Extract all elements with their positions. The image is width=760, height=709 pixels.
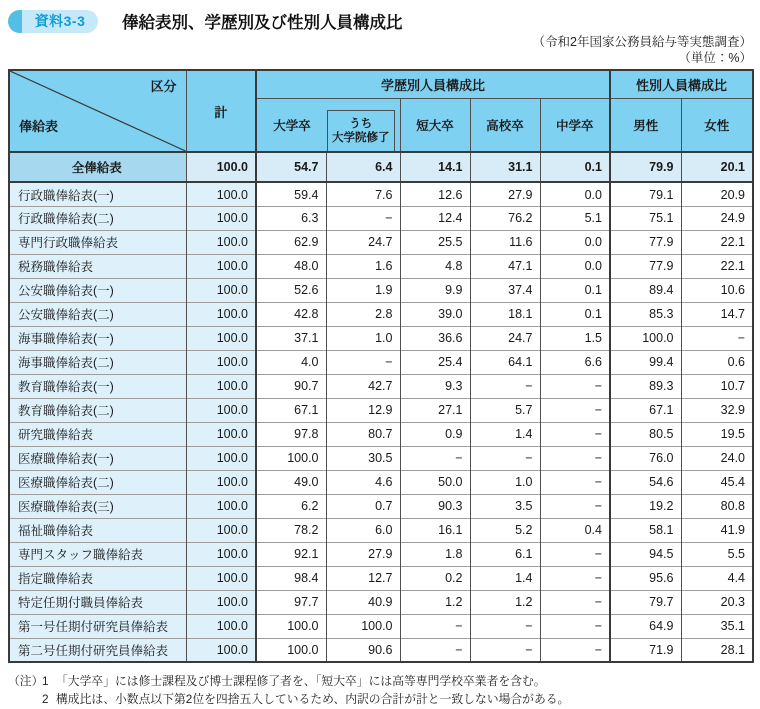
row-label: 公安職俸給表(一) [9,278,186,302]
cell-value: 95.6 [610,566,681,590]
cell-value: 12.7 [326,566,400,590]
corner-cell [9,70,186,152]
cell-value: 0.2 [400,566,470,590]
cell-value: − [326,350,400,374]
graduate-label-line1: うち [349,117,373,130]
cell-value: 49.0 [256,470,326,494]
cell-value: 27.1 [400,398,470,422]
note-number: 1 [42,674,49,689]
table-row [9,542,753,566]
cell-value: 1.5 [540,326,610,350]
table-row [9,302,753,326]
cell-value: 100.0 [256,446,326,470]
cell-value: − [540,398,610,422]
cell-value: 99.4 [610,350,681,374]
row-label: 全俸給表 [9,152,186,182]
cell-value: 4.4 [681,566,753,590]
table-row [9,230,753,254]
cell-value: 92.1 [256,542,326,566]
cell-value: 11.6 [470,230,540,254]
cell-value: 24.7 [470,326,540,350]
cell-value: 100.0 [186,182,256,206]
cell-value: 100.0 [186,374,256,398]
cell-value: 100.0 [186,398,256,422]
col-header-female: 女性 [681,98,753,152]
cell-value: 27.9 [470,182,540,206]
cell-value: − [400,638,470,662]
cell-value: 75.1 [610,206,681,230]
cell-value: 10.6 [681,278,753,302]
row-label: 第一号任期付研究員俸給表 [9,614,186,638]
cell-value: 100.0 [610,326,681,350]
cell-value: − [540,542,610,566]
cell-value: − [470,614,540,638]
cell-value: 79.7 [610,590,681,614]
cell-value: 100.0 [326,614,400,638]
row-label: 公安職俸給表(二) [9,302,186,326]
cell-value: 100.0 [186,350,256,374]
cell-value: 78.2 [256,518,326,542]
table-row [9,374,753,398]
note-line-1 [8,673,752,691]
cell-value: 90.3 [400,494,470,518]
cell-value: − [540,638,610,662]
cell-value: 0.1 [540,278,610,302]
cell-value: 6.3 [256,206,326,230]
corner-label-hokyuhyo: 俸給表 [19,119,59,135]
cell-value: 25.4 [400,350,470,374]
table-row [9,278,753,302]
cell-value: 0.1 [540,302,610,326]
cell-value: 54.6 [610,470,681,494]
cell-value: 1.0 [326,326,400,350]
row-label: 専門スタッフ職俸給表 [9,542,186,566]
cell-value: − [681,326,753,350]
cell-value: 12.6 [400,182,470,206]
table-header [9,70,753,152]
page-title: 俸給表別、学歴別及び性別人員構成比 [122,14,403,32]
cell-value: 0.6 [681,350,753,374]
cell-value: − [400,614,470,638]
cell-value: 22.1 [681,254,753,278]
cell-value: − [470,638,540,662]
table-row [9,494,753,518]
cell-value: 98.4 [256,566,326,590]
cell-value: − [540,614,610,638]
cell-value: 39.0 [400,302,470,326]
cell-value: 62.9 [256,230,326,254]
cell-value: 0.9 [400,422,470,446]
cell-value: 0.4 [540,518,610,542]
corner-label-kubun: 区分 [150,79,177,95]
cell-value: 0.0 [540,230,610,254]
col-header-university [256,98,400,152]
cell-value: 1.2 [400,590,470,614]
table-row [9,422,753,446]
cell-value: 36.6 [400,326,470,350]
row-label: 行政職俸給表(二) [9,206,186,230]
cell-value: 100.0 [186,494,256,518]
row-label: 研究職俸給表 [9,422,186,446]
col-header-high-school: 高校卒 [470,98,540,152]
cell-value: 24.0 [681,446,753,470]
table-row [9,254,753,278]
cell-value: 100.0 [186,302,256,326]
notes [8,673,752,708]
cell-value: 14.7 [681,302,753,326]
cell-value: 12.4 [400,206,470,230]
cell-value: 100.0 [186,422,256,446]
cell-value: 5.1 [540,206,610,230]
cell-value: 100.0 [186,518,256,542]
cell-value: 42.7 [326,374,400,398]
cell-value: 2.8 [326,302,400,326]
row-label: 行政職俸給表(一) [9,182,186,206]
cell-value: − [540,470,610,494]
cell-value: 1.4 [470,566,540,590]
cell-value: 20.3 [681,590,753,614]
col-header-junior-college: 短大卒 [400,98,470,152]
header-group-row [9,70,753,98]
cell-value: 100.0 [256,638,326,662]
cell-value: 76.0 [610,446,681,470]
row-label: 海事職俸給表(二) [9,350,186,374]
cell-value: 67.1 [256,398,326,422]
cell-value: 32.9 [681,398,753,422]
cell-value: 31.1 [470,152,540,182]
cell-value: 1.2 [470,590,540,614]
table-row [9,446,753,470]
cell-value: 0.0 [540,254,610,278]
cell-value: 6.1 [470,542,540,566]
cell-value: 19.2 [610,494,681,518]
cell-value: 80.5 [610,422,681,446]
cell-value: 18.1 [470,302,540,326]
cell-value: 25.5 [400,230,470,254]
row-label: 第二号任期付研究員俸給表 [9,638,186,662]
total-row [9,152,753,182]
cell-value: 6.0 [326,518,400,542]
table-row [9,638,753,662]
cell-value: 35.1 [681,614,753,638]
cell-value: 50.0 [400,470,470,494]
cell-value: 1.0 [470,470,540,494]
cell-value: 80.7 [326,422,400,446]
cell-value: 79.1 [610,182,681,206]
note-line-2 [8,691,752,709]
title-row [8,9,752,33]
cell-value: 90.7 [256,374,326,398]
cell-value: − [540,566,610,590]
cell-value: 20.1 [681,152,753,182]
table-row [9,614,753,638]
cell-value: − [540,494,610,518]
cell-value: 30.5 [326,446,400,470]
cell-value: 5.7 [470,398,540,422]
graduate-label-line2: 大学院修了 [332,132,390,144]
row-label: 教育職俸給表(一) [9,374,186,398]
cell-value: 100.0 [186,590,256,614]
cell-value: 37.1 [256,326,326,350]
cell-value: 100.0 [186,326,256,350]
row-label: 医療職俸給表(二) [9,470,186,494]
cell-value: 100.0 [186,614,256,638]
row-label: 福祉職俸給表 [9,518,186,542]
cell-value: 0.1 [540,152,610,182]
row-label: 医療職俸給表(三) [9,494,186,518]
col-header-graduate-school [327,110,395,152]
note-number: 2 [42,691,49,706]
cell-value: 14.1 [400,152,470,182]
cell-value: 64.9 [610,614,681,638]
cell-value: 19.5 [681,422,753,446]
cell-value: 22.1 [681,230,753,254]
table-row [9,398,753,422]
cell-value: 4.6 [326,470,400,494]
cell-value: 94.5 [610,542,681,566]
row-label: 特定任期付職員俸給表 [9,590,186,614]
cell-value: 100.0 [186,278,256,302]
row-label: 医療職俸給表(一) [9,446,186,470]
cell-value: 89.3 [610,374,681,398]
cell-value: 9.3 [400,374,470,398]
cell-value: 97.8 [256,422,326,446]
cell-value: 100.0 [186,230,256,254]
cell-value: − [540,446,610,470]
cell-value: 100.0 [186,542,256,566]
cell-value: 7.6 [326,182,400,206]
cell-value: 0.0 [540,182,610,206]
cell-value: 100.0 [186,206,256,230]
cell-value: 40.9 [326,590,400,614]
cell-value: 12.9 [326,398,400,422]
cell-value: 24.7 [326,230,400,254]
cell-value: 4.0 [256,350,326,374]
cell-value: 58.1 [610,518,681,542]
cell-value: 9.9 [400,278,470,302]
group-header-education: 学歴別人員構成比 [256,70,610,98]
cell-value: 77.9 [610,254,681,278]
note-text: 「大学卒」には修士課程及び博士課程修了者を、「短大卒」には高等専門学校卒業者を含む。 [56,674,546,689]
cell-value: 100.0 [186,446,256,470]
cell-value: 6.6 [540,350,610,374]
cell-value: 100.0 [186,638,256,662]
table-row [9,326,753,350]
cell-value: 1.9 [326,278,400,302]
table-row [9,566,753,590]
cell-value: 45.4 [681,470,753,494]
cell-value: 20.9 [681,182,753,206]
cell-value: 6.4 [326,152,400,182]
row-label: 指定職俸給表 [9,566,186,590]
cell-value: 100.0 [256,614,326,638]
note-label: （注） [8,674,44,689]
row-label: 教育職俸給表(二) [9,398,186,422]
unit-label: （単位：%） [678,50,752,65]
cell-value: 80.8 [681,494,753,518]
document-badge [8,10,98,33]
table-row [9,590,753,614]
group-header-gender: 性別人員構成比 [610,70,753,98]
cell-value: 41.9 [681,518,753,542]
cell-value: 24.9 [681,206,753,230]
cell-value: − [470,374,540,398]
cell-value: 89.4 [610,278,681,302]
cell-value: 100.0 [186,152,256,182]
cell-value: 10.7 [681,374,753,398]
cell-value: − [540,590,610,614]
table-row [9,206,753,230]
cell-value: 1.8 [400,542,470,566]
row-label: 海事職俸給表(一) [9,326,186,350]
cell-value: 3.5 [470,494,540,518]
cell-value: 6.2 [256,494,326,518]
row-label: 税務職俸給表 [9,254,186,278]
cell-value: 97.7 [256,590,326,614]
cell-value: 48.0 [256,254,326,278]
cell-value: 37.4 [470,278,540,302]
cell-value: − [326,206,400,230]
cell-value: 54.7 [256,152,326,182]
table-row [9,350,753,374]
cell-value: 71.9 [610,638,681,662]
cell-value: 64.1 [470,350,540,374]
table-row [9,518,753,542]
cell-value: − [540,422,610,446]
cell-value: 42.8 [256,302,326,326]
note-text: 構成比は、小数点以下第2位を四捨五入しているため、内訳の合計が計と一致しない場合がある。 [56,691,570,706]
table-row [9,470,753,494]
cell-value: 79.9 [610,152,681,182]
cell-value: 100.0 [186,470,256,494]
cell-value: 0.7 [326,494,400,518]
cell-value: 1.6 [326,254,400,278]
cell-value: 16.1 [400,518,470,542]
badge-cap-shape [8,10,22,33]
col-header-junior-high: 中学卒 [540,98,610,152]
cell-value: 28.1 [681,638,753,662]
table-row [9,182,753,206]
university-label: 大学卒 [273,119,311,133]
table-body [9,152,753,662]
cell-value: 90.6 [326,638,400,662]
cell-value: 85.3 [610,302,681,326]
col-header-male: 男性 [610,98,681,152]
cell-value: 59.4 [256,182,326,206]
cell-value: 52.6 [256,278,326,302]
cell-value: 27.9 [326,542,400,566]
cell-value: 77.9 [610,230,681,254]
cell-value: 4.8 [400,254,470,278]
cell-value: 5.2 [470,518,540,542]
cell-value: − [400,446,470,470]
cell-value: 100.0 [186,566,256,590]
col-header-total: 計 [186,70,256,152]
badge-label: 資料3-3 [22,10,98,33]
cell-value: 1.4 [470,422,540,446]
cell-value: − [470,446,540,470]
row-label: 専門行政職俸給表 [9,230,186,254]
survey-source: （令和2年国家公務員給与等実態調査） [532,35,752,49]
cell-value: 100.0 [186,254,256,278]
composition-table [8,69,754,663]
cell-value: 5.5 [681,542,753,566]
cell-value: − [540,374,610,398]
cell-value: 76.2 [470,206,540,230]
cell-value: 47.1 [470,254,540,278]
cell-value: 67.1 [610,398,681,422]
